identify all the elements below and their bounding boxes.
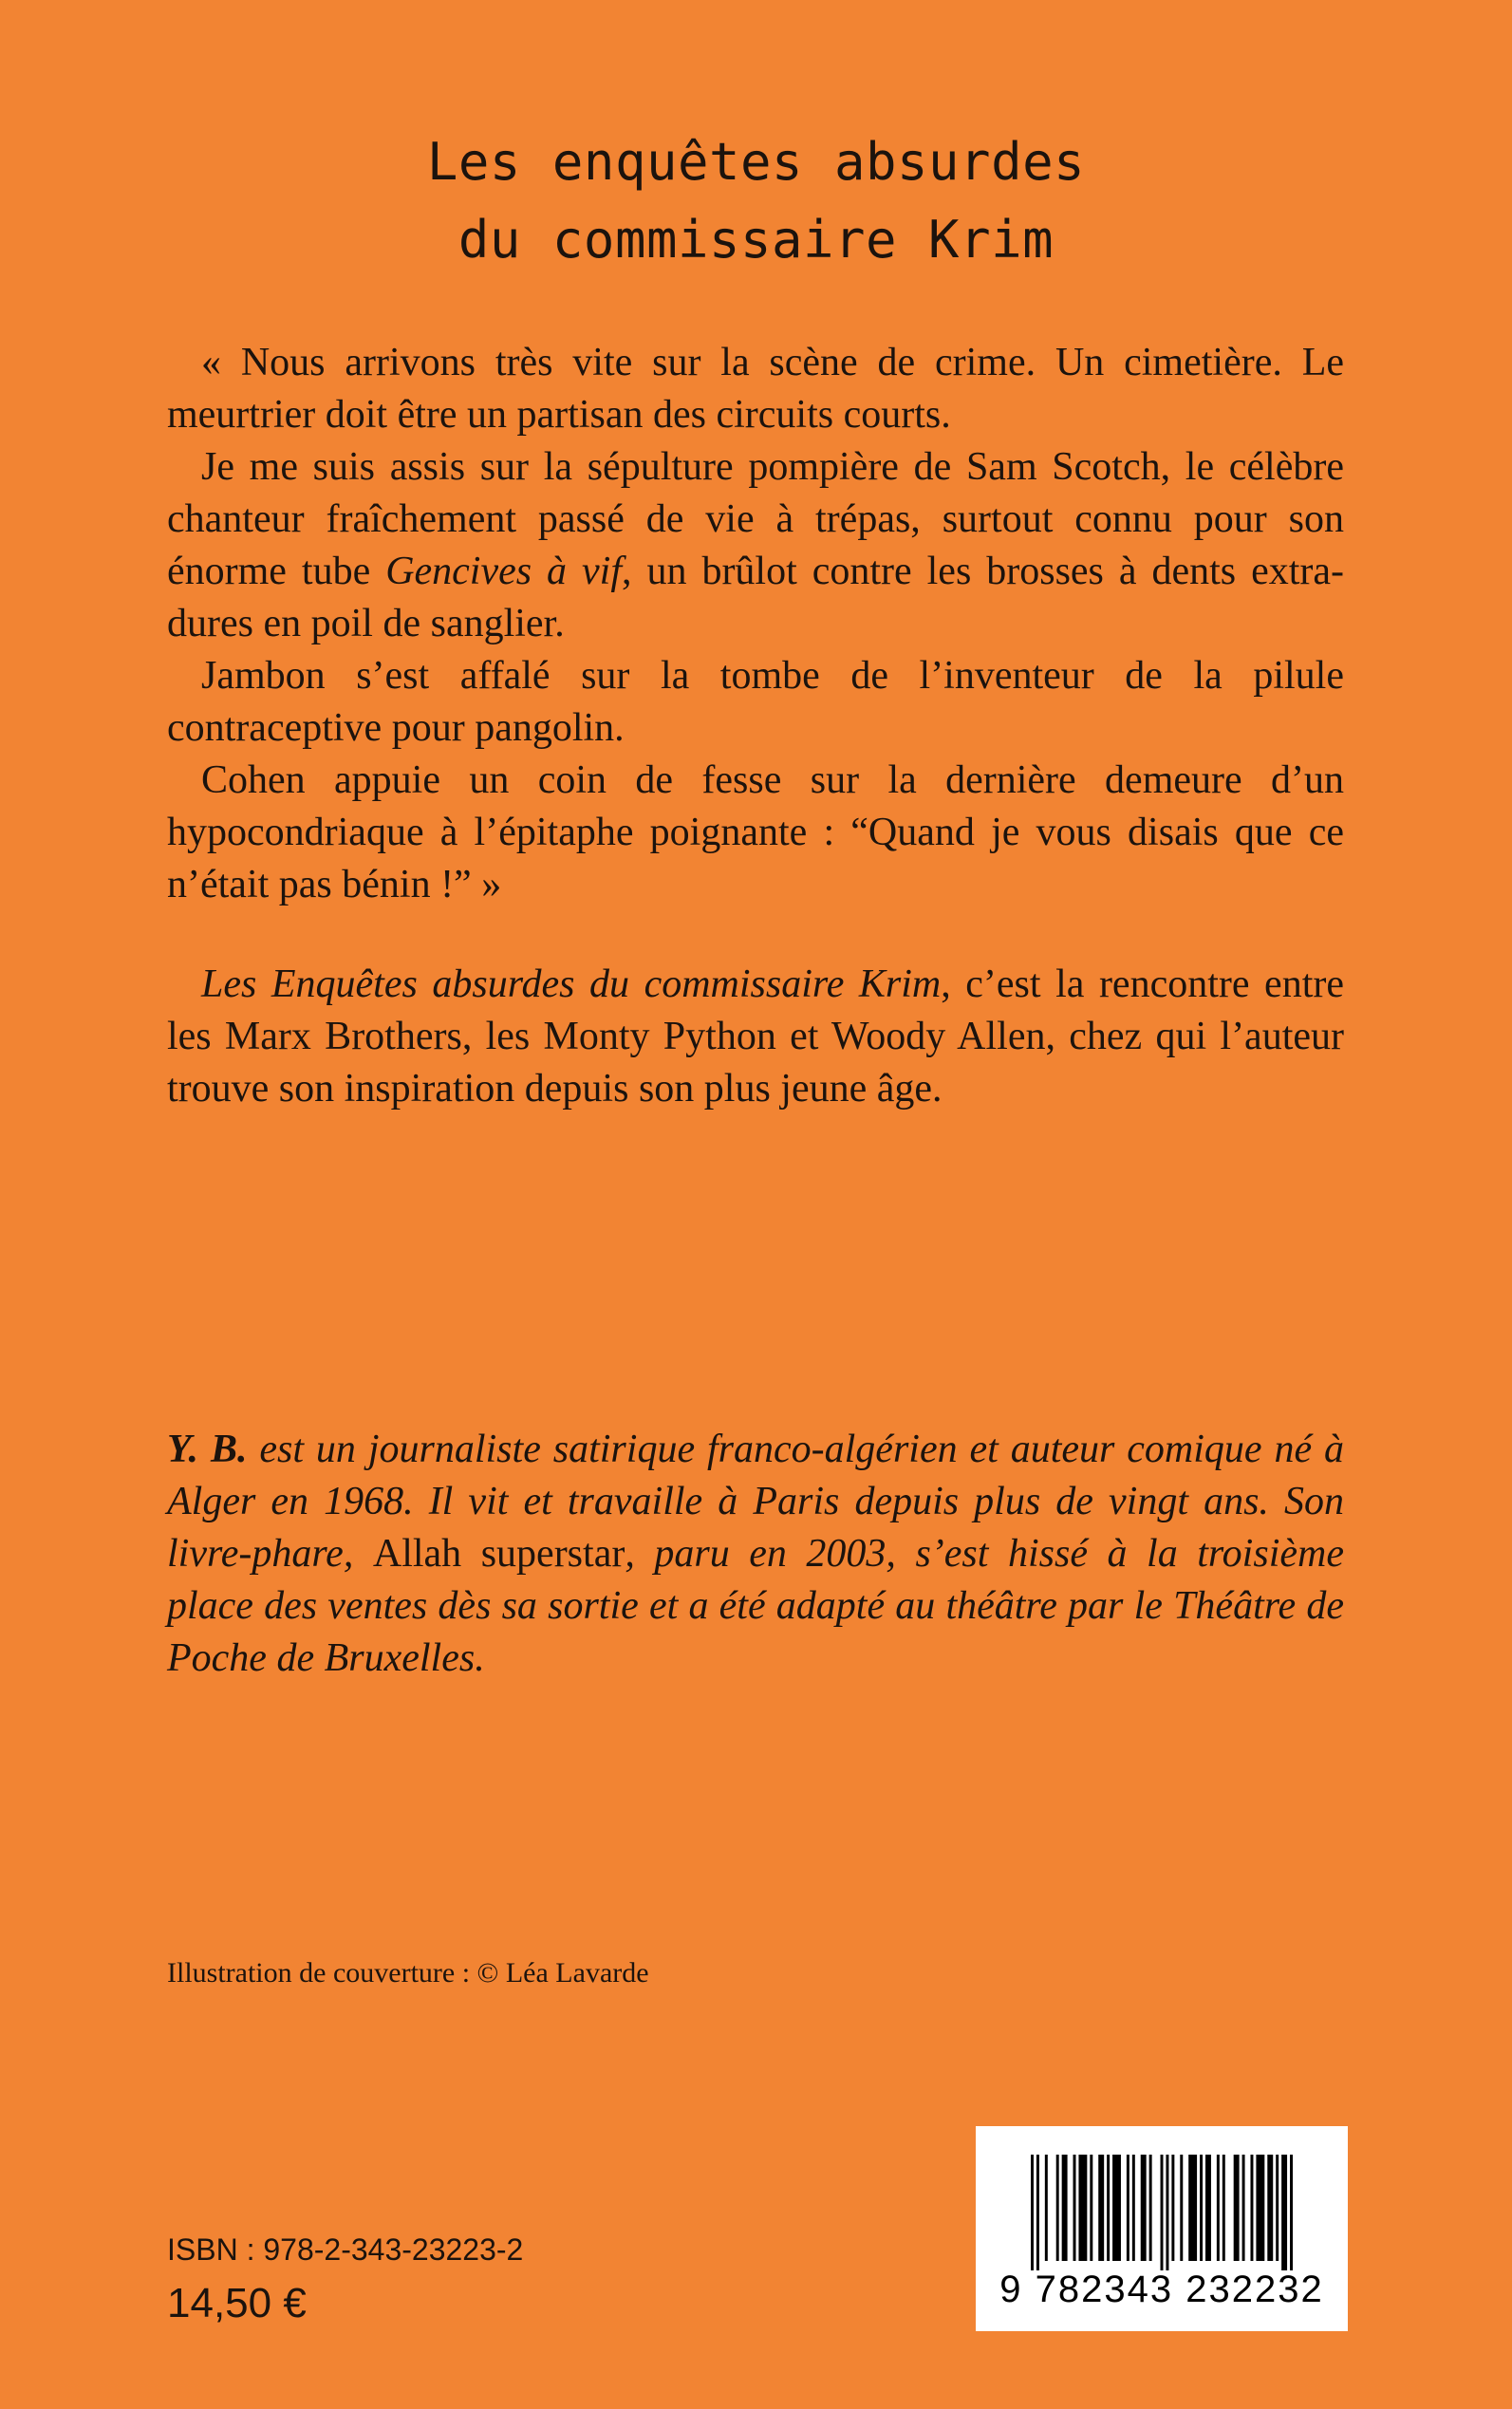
quote-text: Je me suis assis sur la sépulture pompière de Sam Scotch, le célèbre chanteur fraîchement passé de vie à trépas, surtout connu pour son énorme tube	[167, 445, 1344, 593]
barcode-bar	[1250, 2155, 1253, 2261]
book-blurb	[167, 959, 1344, 1115]
barcode-bar	[1031, 2155, 1034, 2270]
price: 14,50 €	[167, 2280, 307, 2326]
quote-paragraph	[167, 441, 1344, 650]
barcode-bar	[1180, 2155, 1183, 2261]
barcode-bar	[1290, 2155, 1293, 2270]
barcode-bar	[1149, 2155, 1152, 2261]
book-title-line2: du commissaire Krim	[457, 210, 1055, 270]
bio-text: , paru en 2003, s’est hissé à la troisième place des ventes dès sa sortie et a été adapté au théâtre par le Théâtre de Poche de Bruxelles.	[167, 1532, 1344, 1680]
barcode-bar	[1200, 2155, 1203, 2261]
previous-book-title: Allah superstar	[372, 1532, 625, 1576]
barcode-bar	[1223, 2155, 1225, 2261]
barcode-bar	[1161, 2155, 1164, 2270]
barcode-bar	[1056, 2155, 1059, 2261]
song-title: Gencives à vif	[385, 550, 623, 593]
barcode-number: 9 782343 232232	[999, 2269, 1324, 2310]
barcode-bar	[1132, 2155, 1135, 2261]
excerpt-quote	[167, 337, 1344, 911]
quote-text: , un brûlot contre les brosses à dents extra-dures en poil de sanglier.	[167, 550, 1345, 645]
quote-paragraph: Jambon s’est affalé sur la tombe de l’inventeur de la pilule contraceptive pour pangolin.	[167, 654, 1344, 750]
barcode-bar	[1045, 2155, 1048, 2261]
barcode-bar	[1188, 2155, 1197, 2261]
barcode-bar	[1073, 2155, 1076, 2261]
barcode-bar	[1234, 2155, 1240, 2261]
barcode-bar	[1098, 2155, 1104, 2261]
book-title	[0, 123, 1512, 279]
barcode-bar	[1078, 2155, 1087, 2261]
barcode-bar	[1036, 2155, 1039, 2270]
barcode-bar	[1267, 2155, 1273, 2261]
isbn: ISBN : 978-2-343-23223-2	[167, 2232, 524, 2267]
quote-paragraph: Cohen appuie un coin de fesse sur la dernière demeure d’un hypocondriaque à l’épitaphe poignante : “Quand je vous disais que ce n’était pas bénin !” »	[167, 758, 1344, 906]
barcode-bar	[1217, 2155, 1220, 2261]
barcode-bar	[1242, 2155, 1245, 2261]
barcode-bar	[1205, 2155, 1211, 2261]
barcode-bar	[1090, 2155, 1092, 2261]
quote-paragraph: « Nous arrivons très vite sur la scène de crime. Un cimetière. Le meurtrier doit être un partisan des circuits courts.	[167, 341, 1344, 437]
barcode-bar	[1141, 2155, 1147, 2261]
illustration-credit: Illustration de couverture : © Léa Lavarde	[167, 1957, 649, 1989]
barcode	[976, 2126, 1348, 2331]
barcode-bar	[1166, 2155, 1168, 2270]
author-bio	[167, 1424, 1344, 1685]
author-name: Y. B.	[167, 1428, 248, 1471]
barcode-bar	[1171, 2155, 1174, 2261]
bio-text: est un journaliste satirique franco-algérien et auteur comique né à Alger en 1968. Il vit et travaille à Paris depuis plus de vingt ans. Son livre-phare,	[167, 1428, 1345, 1576]
barcode-bars	[1031, 2155, 1293, 2270]
blurb-paragraph	[167, 959, 1344, 1115]
barcode-bar	[1256, 2155, 1264, 2261]
barcode-bar	[1276, 2155, 1279, 2261]
barcode-bar	[1112, 2155, 1121, 2261]
barcode-bar	[1281, 2155, 1287, 2270]
barcode-bar	[1107, 2155, 1110, 2261]
barcode-bar	[1127, 2155, 1129, 2261]
bio-paragraph	[167, 1424, 1344, 1685]
blurb-book-title: Les Enquêtes absurdes du commissaire Krim	[201, 962, 942, 1006]
book-title-line1: Les enquêtes absurdes	[426, 132, 1086, 192]
blurb-text: , c’est la rencontre entre les Marx Brothers, les Monty Python et Woody Allen, chez qui l’auteur trouve son inspiration depuis son plus jeune âge.	[167, 962, 1344, 1111]
barcode-bar	[1062, 2155, 1068, 2261]
